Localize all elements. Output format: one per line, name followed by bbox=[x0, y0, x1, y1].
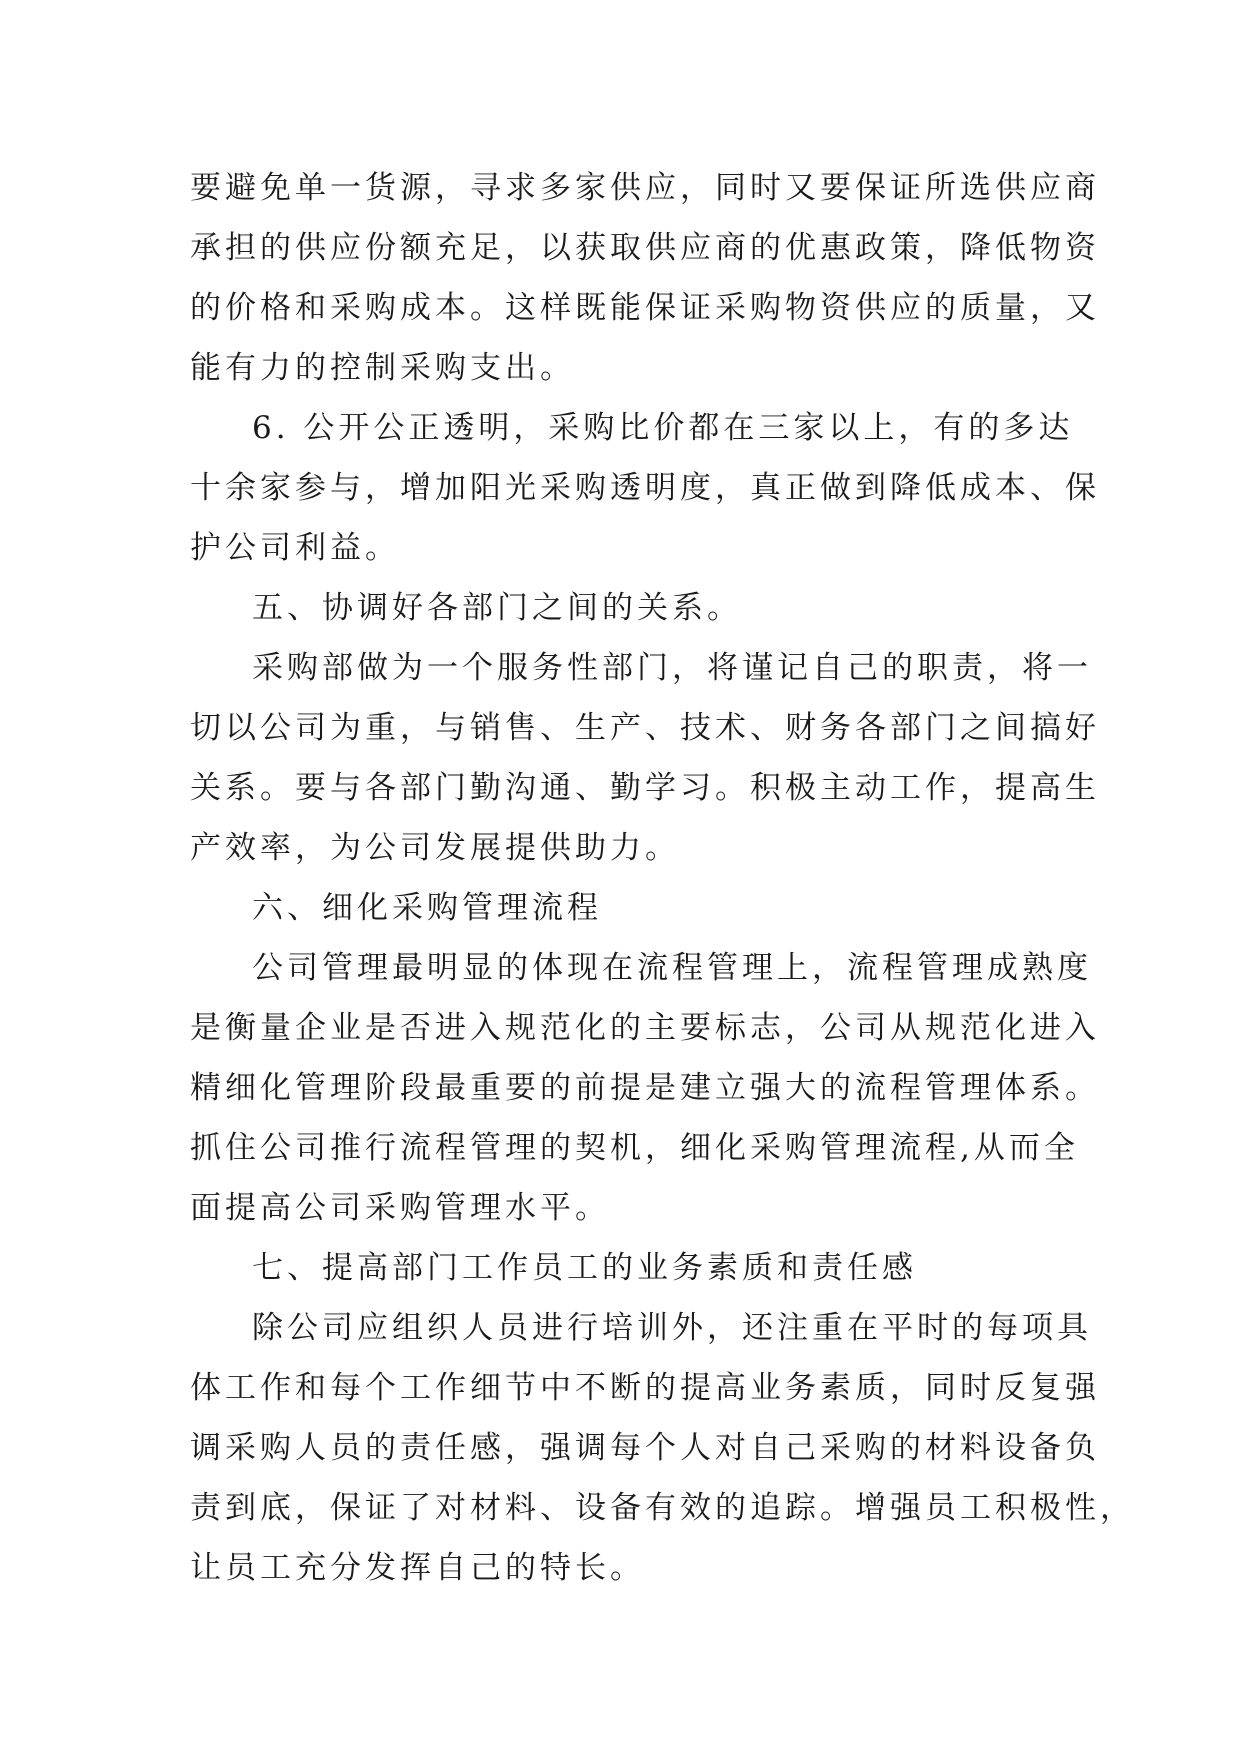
document-line: 六、细化采购管理流程 bbox=[252, 890, 602, 926]
document-line: 采购部做为一个服务性部门，将谨记自己的职责，将一 bbox=[252, 650, 1092, 686]
document-line: 五、协调好各部门之间的关系。 bbox=[252, 590, 742, 626]
document-line: 精细化管理阶段最重要的前提是建立强大的流程管理体系。 bbox=[190, 1070, 1100, 1106]
document-line: 七、提高部门工作员工的业务素质和责任感 bbox=[252, 1250, 917, 1286]
document-line: 面提高公司采购管理水平。 bbox=[190, 1190, 610, 1226]
document-body bbox=[190, 158, 1135, 1598]
document-line: 的价格和采购成本。这样既能保证采购物资供应的质量，又 bbox=[190, 290, 1100, 326]
document-line: 是衡量企业是否进入规范化的主要标志，公司从规范化进入 bbox=[190, 1010, 1100, 1046]
document-line: 体工作和每个工作细节中不断的提高业务素质，同时反复强 bbox=[190, 1370, 1100, 1406]
document-line: 能有力的控制采购支出。 bbox=[190, 350, 575, 386]
document-line: 承担的供应份额充足，以获取供应商的优惠政策，降低物资 bbox=[190, 230, 1100, 266]
document-line: 十余家参与，增加阳光采购透明度，真正做到降低成本、保 bbox=[190, 470, 1100, 506]
document-line: 6. 公开公正透明，采购比价都在三家以上，有的多达 bbox=[252, 410, 1074, 446]
document-line: 护公司利益。 bbox=[190, 530, 400, 566]
document-line: 调采购人员的责任感，强调每个人对自己采购的材料设备负 bbox=[190, 1430, 1100, 1466]
document-line: 要避免单一货源，寻求多家供应，同时又要保证所选供应商 bbox=[190, 170, 1100, 206]
document-line: 抓住公司推行流程管理的契机，细化采购管理流程,从而全 bbox=[190, 1130, 1079, 1166]
document-line: 让员工充分发挥自己的特长。 bbox=[190, 1550, 645, 1586]
document-line: 产效率，为公司发展提供助力。 bbox=[190, 830, 680, 866]
document-line: 责到底，保证了对材料、设备有效的追踪。增强员工积极性， bbox=[190, 1490, 1135, 1526]
document-line: 切以公司为重，与销售、生产、技术、财务各部门之间搞好 bbox=[190, 710, 1100, 746]
document-line: 除公司应组织人员进行培训外，还注重在平时的每项具 bbox=[252, 1310, 1092, 1346]
document-line: 关系。要与各部门勤沟通、勤学习。积极主动工作，提高生 bbox=[190, 770, 1100, 806]
document-line: 公司管理最明显的体现在流程管理上，流程管理成熟度 bbox=[252, 950, 1092, 986]
